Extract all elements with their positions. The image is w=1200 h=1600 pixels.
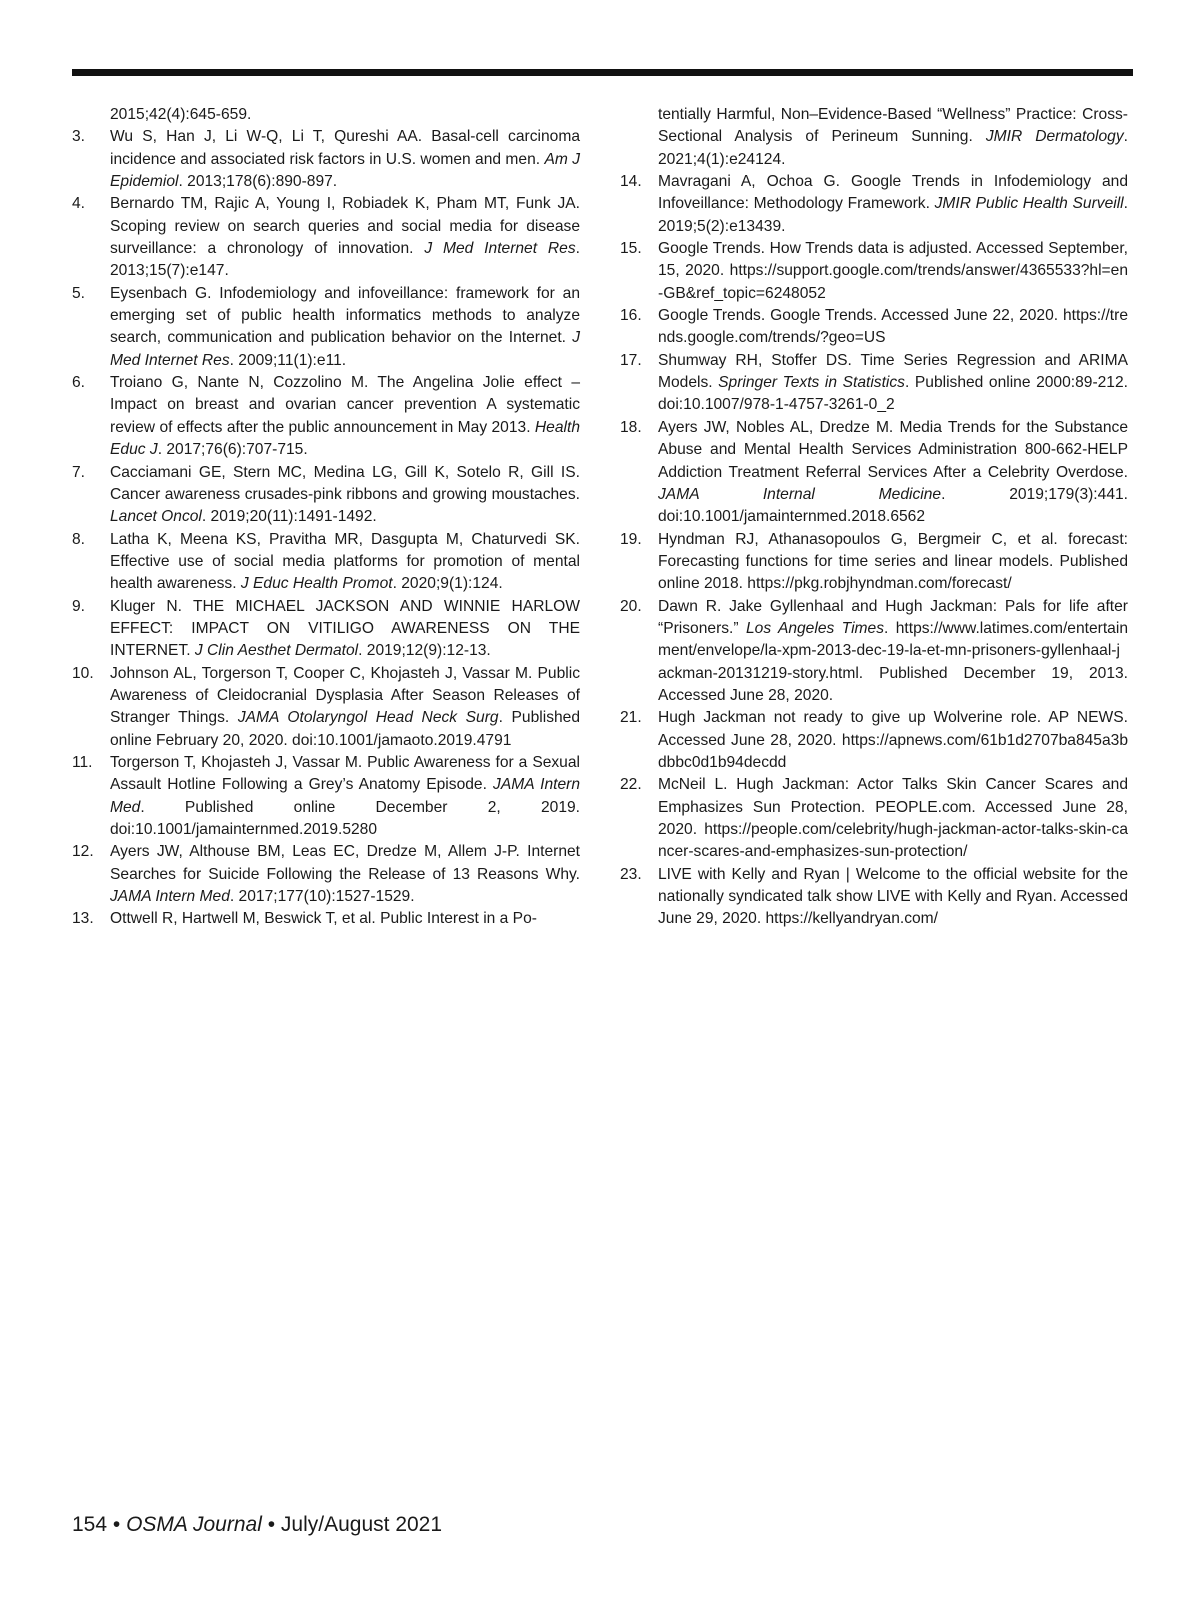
reference-text: Shumway RH, Stoffer DS. Time Series Regression and ARIMA Models. (658, 351, 1133, 392)
reference-text: . 2019;12(9):12-13. (358, 642, 491, 660)
reference-text: Kluger N. THE MICHAEL JACKSON AND WINNIE HARLOW EFFECT: IMPACT ON VITILIGO AWARENESS ON THE INTERNET. (110, 597, 585, 660)
reference-source-title: Springer Texts in Statistics (718, 374, 905, 392)
reference-entry (72, 283, 585, 372)
reference-source-title: J Med Internet Res (424, 240, 576, 258)
reference-text: . 2009;11(1):e11. (229, 351, 347, 369)
reference-text: Johnson AL, Torgerson T, Cooper C, Khojasteh J, Vassar M. Public Awareness of Cleidocranial Dysplasia After Season Releases of Stranger Things. (110, 664, 585, 727)
reference-text: . 2013;178(6):890-897. (178, 173, 338, 191)
reference-entry (620, 707, 1132, 774)
reference-text: . 2017;76(6):707-715. (157, 441, 308, 459)
page-footer (72, 1512, 442, 1538)
reference-entry (72, 126, 585, 193)
reference-entry (72, 372, 585, 461)
reference-entry (620, 350, 1133, 417)
reference-source-title: Lancet Oncol (110, 508, 202, 526)
reference-number: 3. (72, 128, 86, 146)
reference-url: https://support.google.com/trends/answer/4365533?hl=en-GB&ref_topic=6248052 (658, 262, 1128, 302)
reference-text: Torgerson T, Khojasteh J, Vassar M. Public Awareness for a Sexual Assault Hotline Following a Grey’s Anatomy Episode. (110, 753, 584, 794)
reference-text: Dawn R. Jake Gyllenhaal and Hugh Jackman: Pals for life after “Prisoners.” (658, 597, 1133, 637)
reference-number: 17. (620, 351, 642, 369)
reference-entry (620, 305, 1128, 350)
reference-entry (72, 529, 585, 596)
reference-number: 21. (620, 709, 642, 727)
reference-text: . 2019;5(2):e13439. (658, 195, 1133, 235)
reference-entry (620, 417, 1133, 529)
reference-number: 5. (72, 284, 86, 302)
reference-entry (620, 529, 1133, 596)
reference-url: https://www.latimes.com/entertainment/envelope/la-xpm-2013-dec-19-la-et-mn-prisoners-gyllenhaal-jackman-20131219-story.html. (658, 619, 1128, 682)
reference-source-title: J Educ Health Promot (240, 575, 393, 593)
reference-text: . 2020;9(1):124. (392, 575, 503, 593)
reference-text: Wu S, Han J, Li W-Q, Li T, Qureshi AA. Basal-cell carcinoma incidence and associated risk factors in U.S. women and men. (110, 128, 585, 168)
reference-url: https://people.com/celebrity/hugh-jackman-actor-talks-skin-cancer-scares-and-emphasizes-sun-protection/ (658, 821, 1128, 861)
reference-entry (72, 596, 585, 663)
reference-number: 12. (72, 843, 94, 861)
reference-entry (72, 841, 585, 908)
reference-text: tentially Harmful, Non–Evidence-Based “Wellness” Practice: Cross-Sectional Analysis of Perineum Sunning. (658, 106, 1128, 146)
footer-separator: • (112, 1513, 121, 1536)
reference-number: 19. (620, 530, 642, 548)
journal-name: OSMA Journal (126, 1513, 262, 1536)
reference-entry (620, 238, 1133, 305)
reference-number: 18. (620, 418, 642, 436)
reference-source-title: JAMA Intern Med (110, 776, 585, 816)
reference-source-title: J Med Internet Res (110, 329, 585, 369)
reference-number: 13. (72, 910, 94, 928)
reference-number: 15. (620, 240, 642, 258)
reference-number: 20. (620, 597, 642, 615)
reference-text: Bernardo TM, Rajic A, Young I, Robiadek K, Pham MT, Funk JA. Scoping review on search queries and social media for disease surveillance: a chronology of innovation. (110, 195, 585, 258)
reference-text: Latha K, Meena KS, Pravitha MR, Dasgupta M, Chaturvedi SK. Effective use of social media platforms for promotion of mental health awareness. (110, 530, 585, 593)
reference-text: Google Trends. How Trends data is adjusted. Accessed September, 15, 2020. (658, 240, 1133, 280)
reference-number: 10. (72, 664, 94, 682)
reference-entry (72, 462, 585, 529)
reference-text: Troiano G, Nante N, Cozzolino M. The Angelina Jolie effect – Impact on breast and ovarian cancer prevention A systematic review of effects after the public announcement in May 2013. (110, 374, 585, 436)
reference-source-title: J Clin Aesthet Dermatol (194, 642, 359, 660)
reference-text: . Published online February 20, 2020. doi:10.1001/jamaoto.2019.4791 (110, 709, 585, 749)
reference-source-title: Los Angeles Times (745, 619, 884, 637)
reference-source-title: Health Educ J (110, 418, 585, 459)
reference-number: 9. (72, 597, 86, 615)
reference-text: . Published online December 2, 2019. doi:10.1001/jamainternmed.2019.5280 (110, 798, 585, 838)
reference-number: 14. (620, 173, 642, 191)
reference-text: Google Trends. Google Trends. Accessed June 22, 2020. (658, 307, 1063, 325)
reference-number: 22. (620, 776, 642, 794)
reference-text: Ottwell R, Hartwell M, Beswick T, et al. Public Interest in a Po- (110, 910, 537, 928)
reference-source-title: Am J Epidemiol (110, 150, 585, 191)
issue-date: July/August 2021 (280, 1513, 443, 1536)
reference-text: . 2017;177(10):1527-1529. (229, 888, 415, 906)
reference-text: . 2013;15(7):e147. (110, 240, 585, 280)
reference-source-title: JMIR Dermatology (985, 128, 1124, 146)
reference-entry (72, 104, 580, 126)
reference-entry (620, 171, 1133, 238)
reference-number: 8. (72, 530, 86, 548)
reference-number: 4. (72, 195, 86, 213)
reference-text: . (884, 619, 896, 637)
reference-entry (620, 596, 1133, 708)
reference-entry (620, 774, 1133, 863)
reference-text: . 2019;179(3):441. doi:10.1001/jamainternmed.2018.6562 (658, 485, 1133, 526)
header-rule (72, 69, 1133, 76)
reference-text: . Published online 2000:89-212. doi:10.1007/978-1-4757-3261-0_2 (658, 374, 1133, 414)
reference-text: Mavragani A, Ochoa G. Google Trends in Infodemiology and Infoveillance: Methodology Framework. (658, 173, 1133, 213)
reference-text: Hyndman RJ, Athanasopoulos G, Bergmeir C, et al. forecast: Forecasting functions for time series and linear models. Published online 2018. https://pkg.robjhyndman.com/forecast/ (658, 530, 1133, 593)
reference-url: https://apnews.com/61b1d2707ba845a3bdbbc0d1b94decdd (658, 731, 1128, 771)
reference-url: https://trends.google.com/trends/?geo=US (658, 307, 1128, 347)
reference-text: McNeil L. Hugh Jackman: Actor Talks Skin Cancer Scares and Emphasizes Sun Protection. PEOPLE.com. Accessed June 28, 2020. (658, 776, 1133, 838)
reference-text: Ayers JW, Althouse BM, Leas EC, Dredze M, Allem J-P. Internet Searches for Suicide Following the Release of 13 Reasons Why. (110, 843, 585, 883)
page-number: 154 (72, 1513, 108, 1536)
reference-number: 23. (620, 865, 642, 883)
reference-number: 6. (72, 374, 86, 392)
reference-text: 2015;42(4):645-659. (110, 106, 252, 123)
reference-entry (72, 663, 585, 752)
reference-entry (72, 908, 580, 930)
reference-text: LIVE with Kelly and Ryan | Welcome to the official website for the nationally syndicated talk show LIVE with Kelly and Ryan. Accessed June 29, 2020. https://kellyandryan.com/ (658, 865, 1133, 928)
references-right-column (620, 104, 1133, 931)
reference-number: 7. (72, 463, 86, 481)
reference-source-title: JAMA Internal Medicine (658, 485, 942, 503)
reference-text: Cacciamani GE, Stern MC, Medina LG, Gill K, Sotelo R, Gill IS. Cancer awareness crusades-pink ribbons and growing moustaches. (110, 463, 585, 503)
reference-text: Ayers JW, Nobles AL, Dredze M. Media Trends for the Substance Abuse and Mental Health Services Administration 800-662-HELP Addiction Treatment Referral Services After a Celebrity Overdose. (658, 418, 1133, 481)
reference-text: Published December 19, 2013. Accessed June 28, 2020. (658, 664, 1132, 704)
reference-entry (620, 104, 1133, 171)
reference-text: . 2019;20(11):1491-1492. (201, 508, 377, 526)
reference-source-title: JAMA Intern Med (110, 888, 230, 906)
reference-text: Eysenbach G. Infodemiology and infoveillance: framework for an emerging set of public health informatics methods to analyze search, communication and publication behavior on the Internet. (110, 284, 585, 347)
reference-entry (72, 193, 585, 282)
reference-source-title: JMIR Public Health Surveill (934, 195, 1124, 213)
references-left-column (72, 104, 585, 931)
reference-entry (72, 752, 585, 841)
reference-entry (620, 864, 1133, 931)
footer-separator: • (267, 1513, 276, 1536)
reference-text: . 2021;4(1):e24124. (658, 128, 1133, 168)
reference-number: 16. (620, 307, 642, 325)
reference-text: Hugh Jackman not ready to give up Wolverine role. AP NEWS. Accessed June 28, 2020. (658, 709, 1132, 749)
reference-number: 11. (72, 753, 93, 771)
reference-source-title: JAMA Otolaryngol Head Neck Surg (237, 709, 499, 727)
